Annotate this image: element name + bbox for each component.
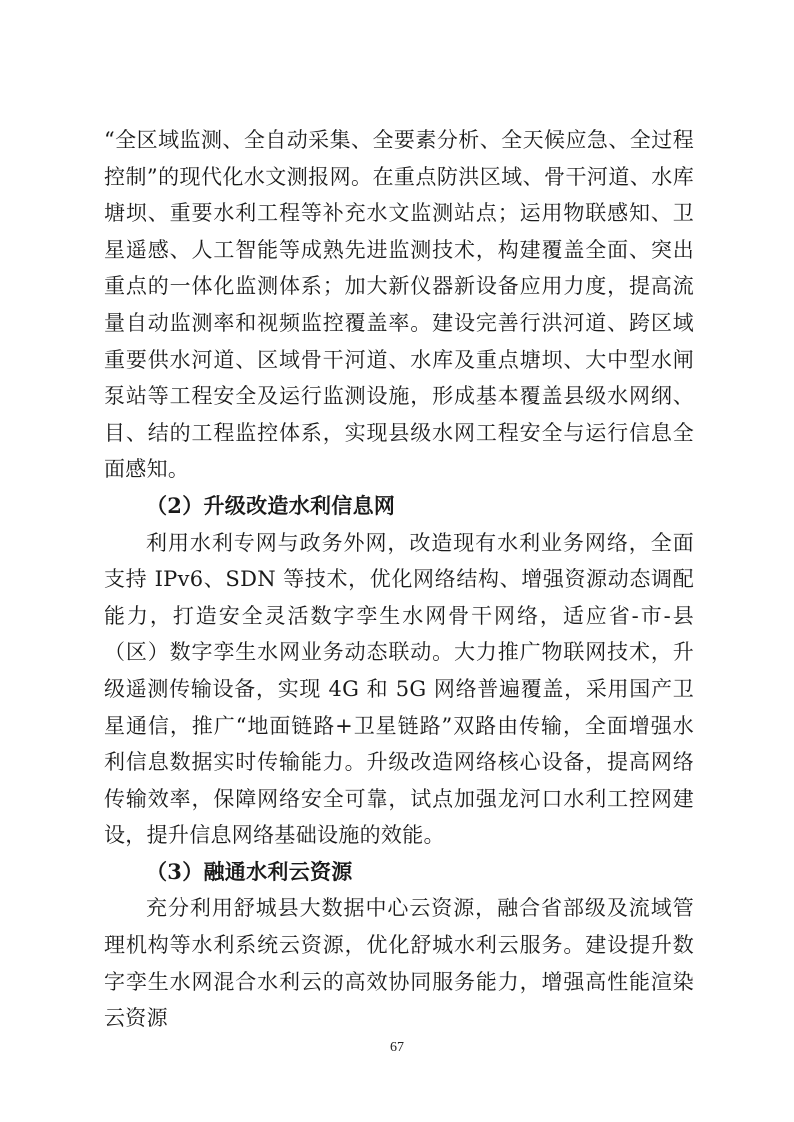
paragraph-cloud-resources: 充分利用舒城县大数据中心云资源，融合省部级及流域管理机构等水利系统云资源，优化舒城水利云服务。建设提升数字孪生水网混合水利云的高效协同服务能力，增强高性能渲染云资源	[104, 896, 694, 1031]
paragraph-upgrade-network: 利用水利专网与政务外网，改造现有水利业务网络，全面支持 IPv6、SDN 等技术，优化网络结构、增强资源动态调配能力，打造安全灵活数字孪生水网骨干网络，适应省-市-县（区）数字孪生水网业务动态联动。大力推广物联网技术，升级遥测传输设备，实现 4G 和 5G 网络普遍覆盖，采用国产卫星通信，推广“地面链路+卫星链路”双路由传输，全面增强水利信息数据实时传输能力。升级改造网络核心设备，提高网络传输效率，保障网络安全可靠，试点加强龙河口水利工控网建设，提升信息网络基础设施的效能。	[104, 530, 694, 848]
document-page	[104, 122, 694, 1037]
page-number: 67	[390, 1040, 404, 1055]
section-heading-upgrade-network: （2）升级改造水利信息网	[146, 492, 396, 518]
paragraph-monitoring-network: “全区域监测、全自动采集、全要素分析、全天候应急、全过程控制”的现代化水文测报网。在重点防洪区域、骨干河道、水库塘坝、重要水利工程等补充水文监测站点；运用物联感知、卫星遥感、人工智能等成熟先进监测技术，构建覆盖全面、突出重点的一体化监测体系；加大新仪器新设备应用力度，提高流量自动监测率和视频监控覆盖率。建设完善行洪河道、跨区域重要供水河道、区域骨干河道、水库及重点塘坝、大中型水闸泵站等工程安全及运行监测设施，形成基本覆盖县级水网纲、目、结的工程监控体系，实现县级水网工程安全与运行信息全面感知。	[104, 128, 694, 482]
section-heading-cloud-resources: （3）融通水利云资源	[146, 858, 353, 884]
